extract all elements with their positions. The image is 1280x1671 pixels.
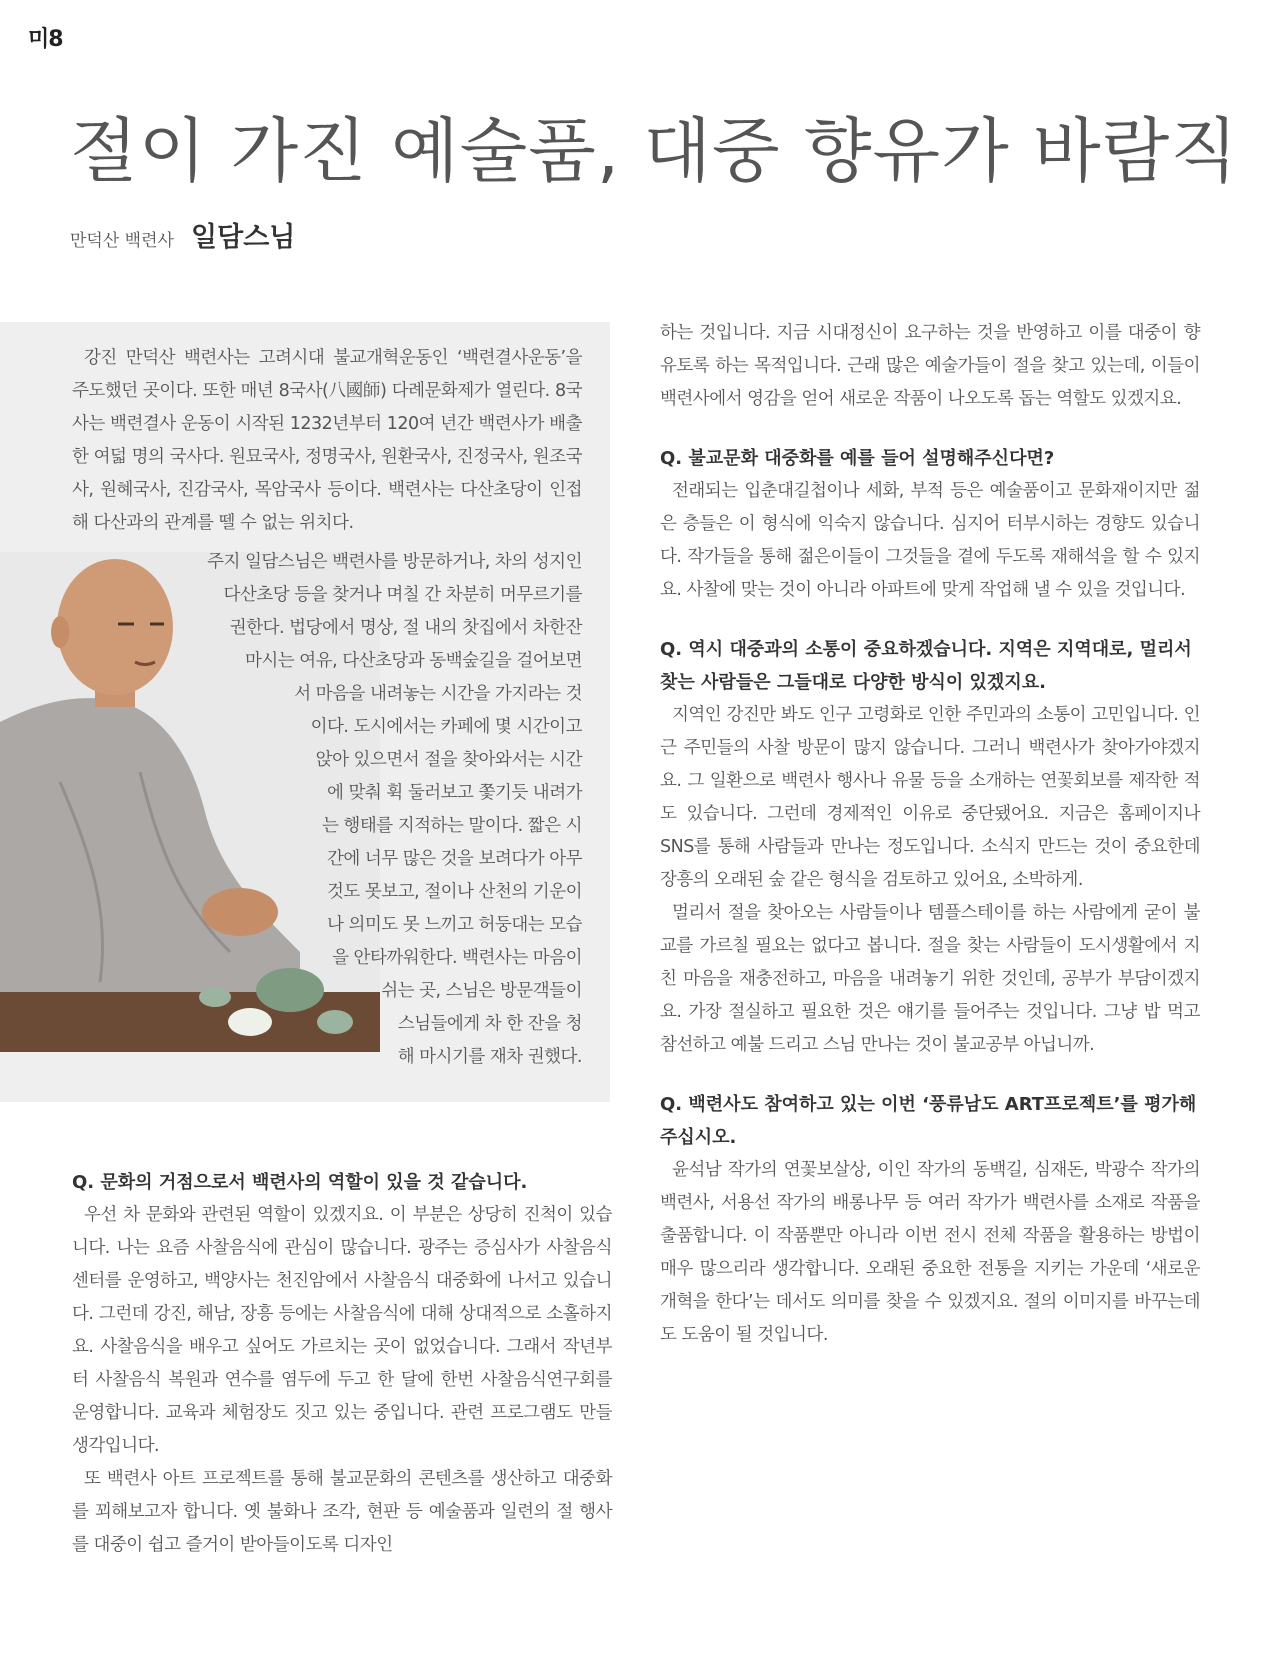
monk-ear [51,616,69,648]
byline-temple: 만덕산 백련사 [70,231,174,251]
intro-line: 다산초당 등을 찾거나 며칠 간 차분히 머무르기를 [223,585,582,605]
byline [70,215,295,254]
answer-1-paragraph-2: 또 백련사 아트 프로젝트를 통해 불교문화의 콘텐츠를 생산하고 대중화를 꾀해보고자 합니다. 옛 불화나 조각, 현판 등 예술품과 일련의 절 행사를 대중이 쉽고 즐거이 받아들이도록 디자인 [72,1469,612,1555]
page-number: 미8 [28,27,63,52]
intro-line: 마시는 여유, 다산초당과 동백숲길을 걸어보면 [244,651,582,671]
question-3: Q. 역시 대중과의 소통이 중요하겠습니다. 지역은 지역대로, 멀리서 찾는 사람들은 그들대로 다양한 방식이 있겠지요. [660,639,1192,693]
intro-line: 는 행태를 지적하는 말이다. 짧은 시 [321,816,582,836]
answer-4: 윤석남 작가의 연꽃보살상, 이인 작가의 동백길, 심재돈, 박광수 작가의 백련사, 서용선 작가의 배롱나무 등 여러 작가가 백련사를 소재로 작품을 출품합니다. 이 작품뿐만 아니라 이번 전시 전체 작품을 활용하는 방법이 매우 많으리라 생각합니다. 오래된 중요한 전통을 지키는 가운데 ‘새로운 개혁을 한다’는 데서도 의미를 찾을 수 있겠지요. 절의 이미지를 바꾸는데도 도움이 될 것입니다. [660,1160,1200,1345]
answer-2: 전래되는 입춘대길첩이나 세화, 부적 등은 예술품이고 문화재이지만 젊은 층들은 이 형식에 익숙지 않습니다. 심지어 터부시하는 경향도 있습니다. 작가들을 통해 젊은이들이 그것들을 곁에 두도록 재해석을 할 수 있지요. 사찰에 맞는 것이 아니라 아파트에 맞게 작업해 낼 수 있을 것입니다. [660,481,1200,600]
intro-line: 스님들에게 차 한 잔을 청 [397,1014,582,1034]
intro-line: 쉬는 곳, 스님은 방문객들이 [381,981,582,1001]
question-1: Q. 문화의 거점으로서 백련사의 역할이 있을 것 같습니다. [72,1172,528,1193]
intro-line: 앉아 있으면서 절을 찾아와서는 시간 [315,750,582,770]
intro-line: 주지 일담스님은 백련사를 방문하거나, 차의 성지인 [207,552,582,572]
intro-wrap-text [207,546,582,1074]
intro-box [0,322,610,1102]
answer-3-paragraph-1: 지역인 강진만 봐도 인구 고령화로 인한 주민과의 소통이 고민입니다. 인근 주민들의 사찰 방문이 많지 않습니다. 그러니 백련사가 찾아가야겠지요. 그 일환으로 백련사 행사나 유물 등을 소개하는 연꽃회보를 제작한 적도 있습니다. 그런데 경제적인 이유로 중단됐어요. 지금은 홈페이지나 SNS를 통해 사람들과 만나는 정도입니다. 소식지 만드는 것이 중요한데 장흥의 오래된 숲 같은 형식을 검토하고 있어요, 소박하게. [660,705,1200,890]
intro-line: 간에 너무 많은 것을 보려다가 아무 [327,849,582,869]
intro-line: 권한다. 법당에서 명상, 절 내의 찻집에서 차한잔 [229,618,582,638]
intro-line: 것도 못보고, 절이나 산천의 기운이 [327,882,582,902]
right-column [660,317,1200,1352]
monk-head [57,559,173,695]
answer-3-paragraph-2: 멀리서 절을 찾아오는 사람들이나 템플스테이를 하는 사람에게 굳이 불교를 가르칠 필요는 없다고 봅니다. 절을 찾는 사람들이 도시생활에서 지친 마음을 재충전하고, 마음을 내려놓기 위한 것인데, 공부가 부담이겠지요. 가장 절실하고 필요한 것은 얘기를 들어주는 것입니다. 그냥 밥 먹고 참선하고 예불 드리고 스님 만나는 것이 불교공부 아닙니까. [660,903,1200,1055]
question-2: Q. 불교문화 대중화를 예를 들어 설명해주신다면? [660,448,1055,469]
answer-1-paragraph-1: 우선 차 문화와 관련된 역할이 있겠지요. 이 부분은 상당히 진척이 있습니다. 나는 요즘 사찰음식에 관심이 많습니다. 광주는 증심사가 사찰음식센터를 운영하고, 백양사는 천진암에서 사찰음식 대중화에 나서고 있습니다. 그런데 강진, 해남, 장흥 등에는 사찰음식에 대해 상대적으로 소홀하지요. 사찰음식을 배우고 싶어도 가르치는 곳이 없었습니다. 그래서 작년부터 사찰음식 복원과 연수를 염두에 두고 한 달에 한번 사찰음식연구회를 운영합니다. 교육과 체험장도 짓고 있는 중입니다. 관련 프로그램도 만들 생각입니다. [72,1205,612,1456]
intro-line: 서 마음을 내려놓는 시간을 가지라는 것 [294,684,582,704]
intro-line: 해 마시기를 재차 권했다. [397,1047,582,1067]
question-4: Q. 백련사도 참여하고 있는 이번 ‘풍류남도 ART프로젝트’를 평가해 주십시오. [660,1094,1197,1148]
intro-line: 을 안타까워한다. 백련사는 마음이 [332,948,582,968]
page-title: 절이 가진 예술품, 대중 향유가 바람직 [70,110,1239,192]
intro-paragraph: 강진 만덕산 백련사는 고려시대 불교개혁운동인 ‘백련결사운동’을 주도했던 곳이다. 또한 매년 8국사(八國師) 다례문화제가 열린다. 8국사는 백련결사 운동이 시작된 1232년부터 120여 년간 백련사가 배출한 여덟 명의 국사다. 원묘국사, 정명국사, 원환국사, 진정국사, 원조국사, 원혜국사, 진감국사, 목암국사 등이다. 백련사는 다산초당이 인접해 다산과의 관계를 뗄 수 없는 위치다. [72,348,582,533]
intro-line: 나 의미도 못 느끼고 허둥대는 모습 [327,915,582,935]
left-column [72,1166,612,1562]
intro-line: 이다. 도시에서는 카페에 몇 시간이고 [310,717,582,737]
answer-1-continued: 하는 것입니다. 지금 시대정신이 요구하는 것을 반영하고 이를 대중이 향유토록 하는 목적입니다. 근래 많은 예술가들이 절을 찾고 있는데, 이들이 백련사에서 영감을 얻어 새로운 작품이 나오도록 돕는 역할도 있겠지요. [660,323,1200,409]
byline-monk: 일담스님 [191,222,296,253]
intro-line: 에 맞춰 휙 둘러보고 쫓기듯 내려가 [327,783,582,803]
